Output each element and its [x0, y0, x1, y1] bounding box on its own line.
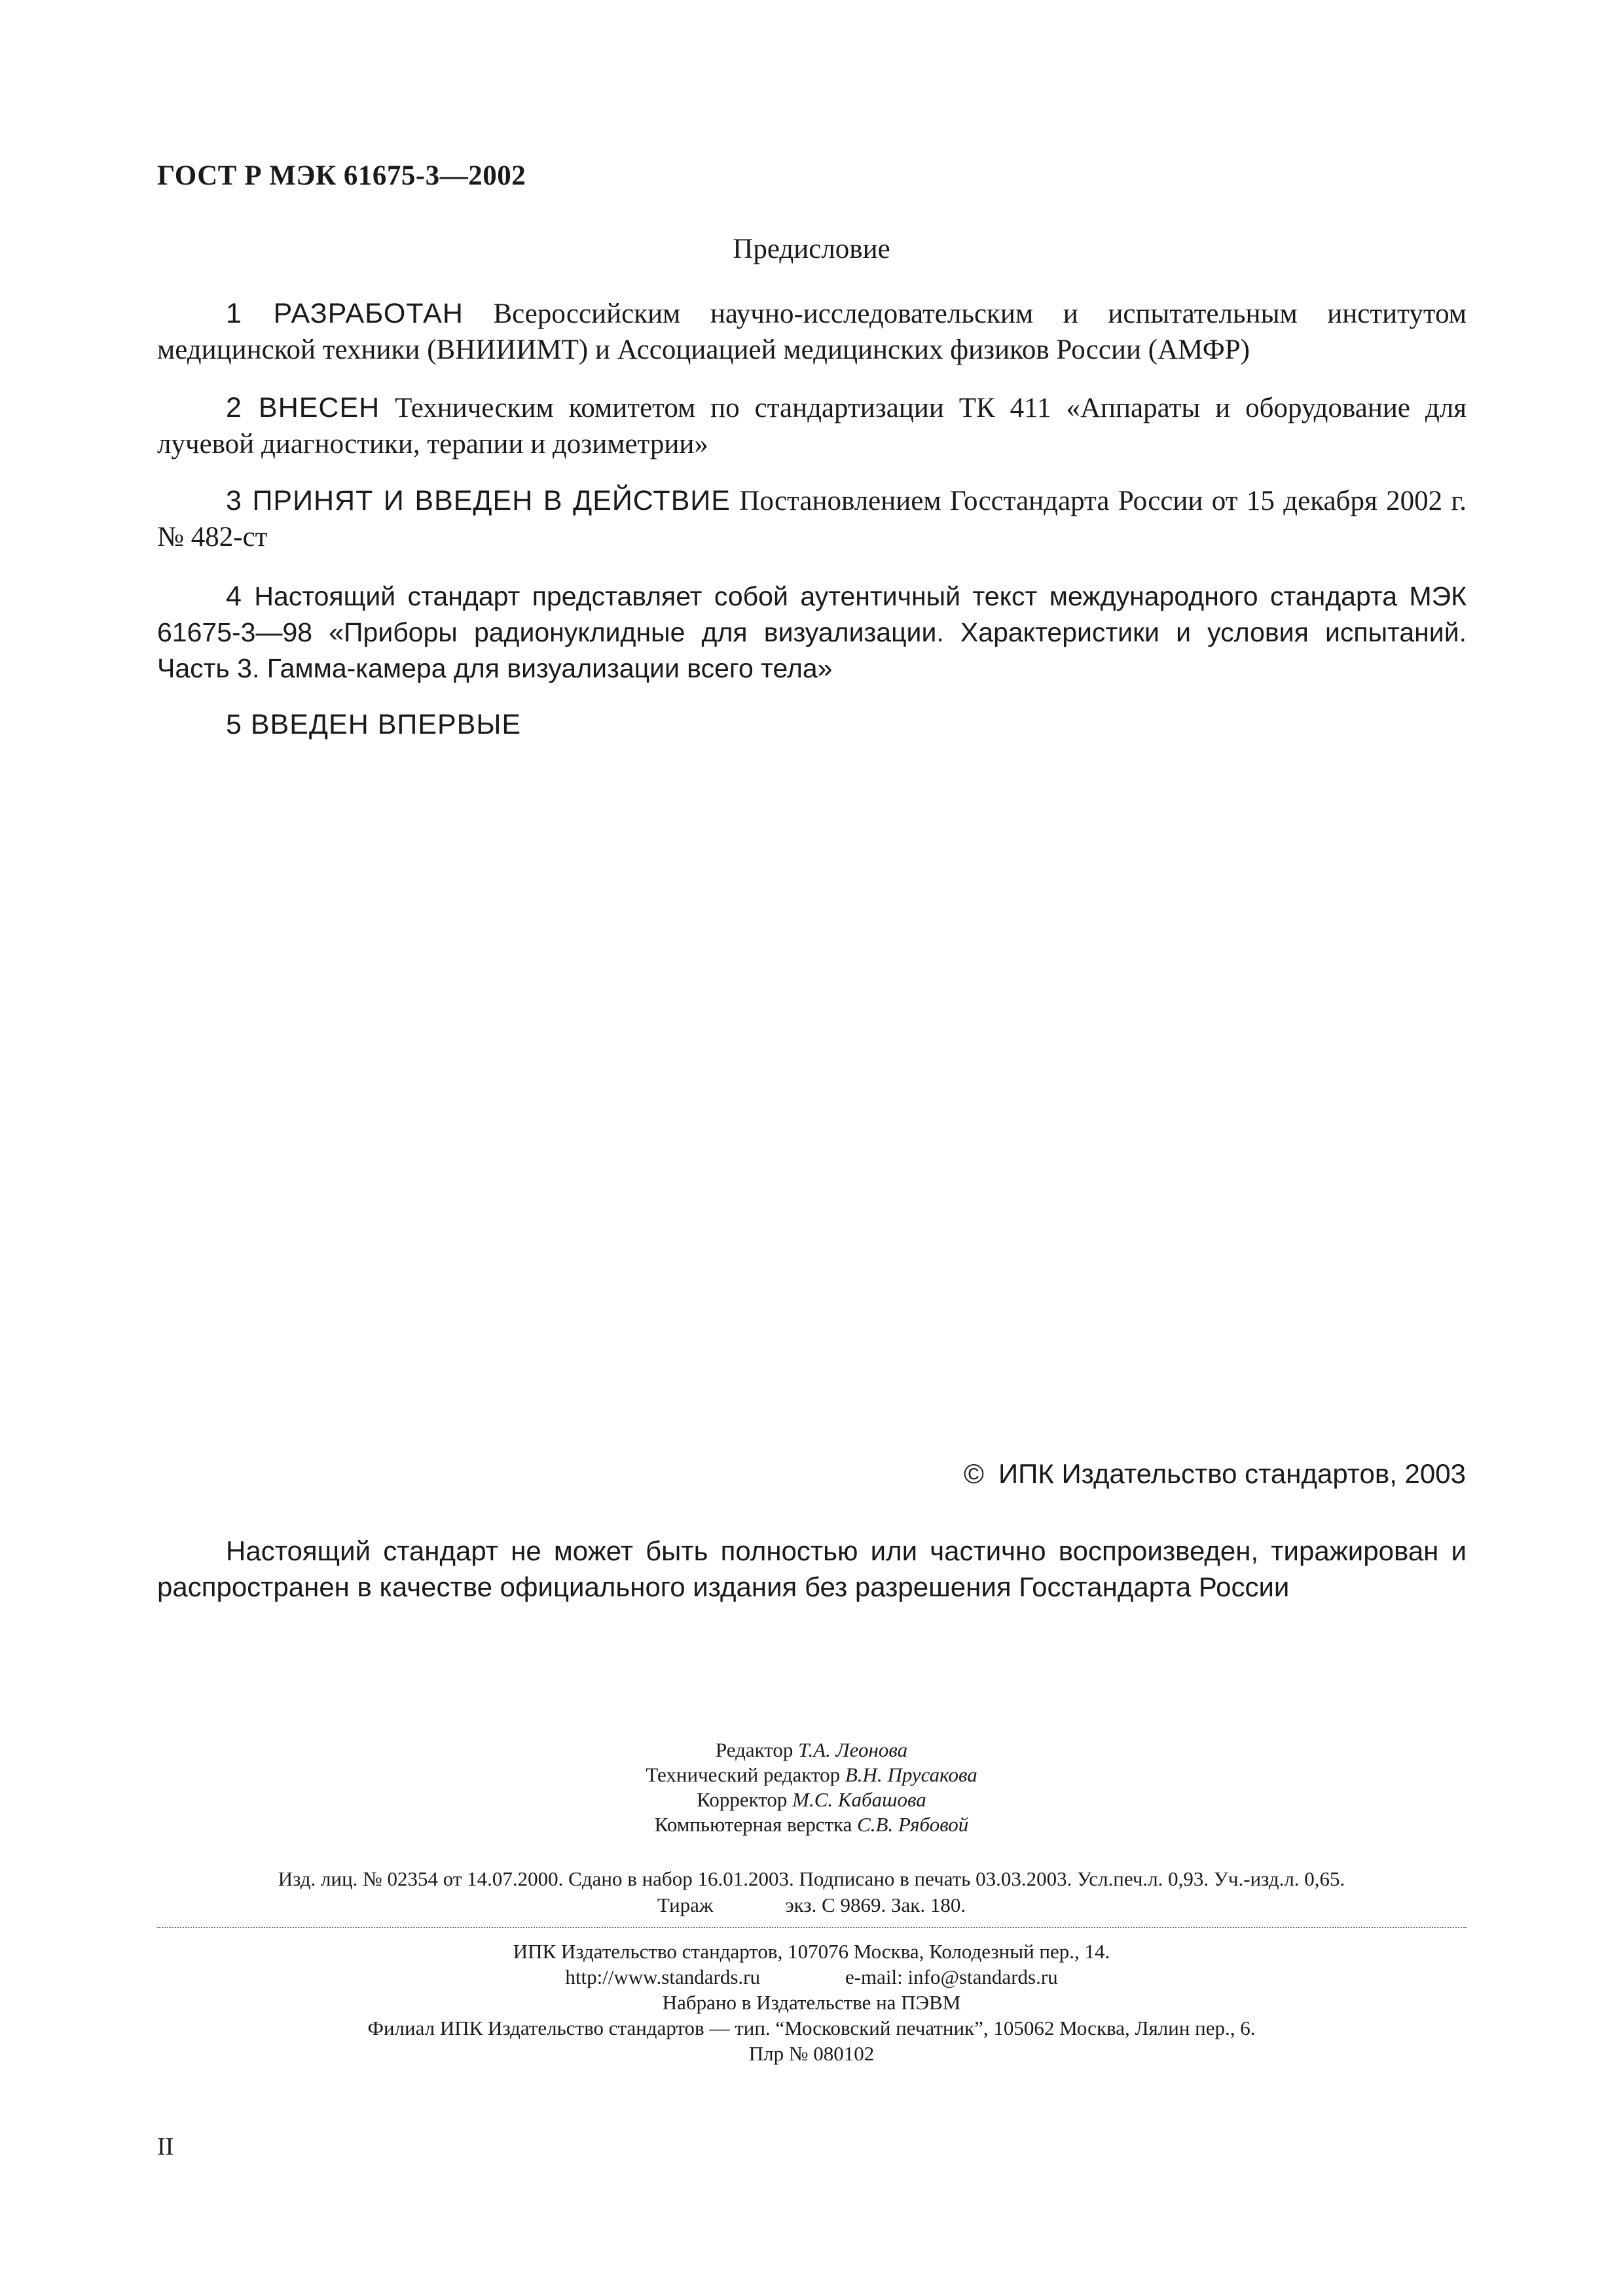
credit-name: Т.А. Леонова — [798, 1738, 908, 1761]
imprint-line-1: Изд. лиц. № 02354 от 14.07.2000. Сдано в набор 16.01.2003. Подписано в печать 03.03.2003. Усл.печ.л. 0,93. Уч.-изд.л. 0,65. — [278, 1867, 1345, 1890]
page-number: II — [157, 2133, 174, 2161]
document-number: ГОСТ Р МЭК 61675-3—2002 — [157, 160, 526, 191]
publisher-email: e-mail: info@standards.ru — [845, 1965, 1058, 1988]
copyright-line — [964, 1458, 1466, 1490]
preface-item-1 — [157, 296, 1467, 368]
publisher-address: ИПК Издательство стандартов, 107076 Москва, Колодезный пер., 14. — [513, 1940, 1110, 1963]
credit-role: Технический редактор — [646, 1763, 841, 1786]
credit-name: В.Н. Прусакова — [845, 1763, 977, 1786]
publisher-plr: Плр № 080102 — [748, 2042, 875, 2065]
credit-tech-editor — [0, 1763, 1623, 1787]
publisher-branch: Филиал ИПК Издательство стандартов — тип. “Московский печатник”, 105062 Москва, Лялин пер., 6. — [367, 2017, 1256, 2039]
preface-item-4-lead: 4 — [226, 581, 242, 612]
credits-block — [0, 1738, 1623, 1837]
preface-item-5 — [157, 707, 1467, 743]
preface-item-1-text: Всероссийским научно-исследовательским и испытательным институтом медицинской техники (ВНИИИМТ) и Ассоциацией медицинских физиков России (АМФР) — [157, 298, 1467, 365]
preface-item-1-lead: 1 РАЗРАБОТАН — [226, 298, 464, 329]
publisher-contacts — [0, 1964, 1623, 1990]
imprint-line-2 — [0, 1893, 1623, 1918]
preface-item-3-lead: 3 ПРИНЯТ И ВВЕДЕН В ДЕЙСТВИЕ — [226, 485, 731, 516]
preface-item-5-lead: 5 ВВЕДЕН ВПЕРВЫЕ — [226, 709, 522, 740]
publisher-block — [0, 1939, 1623, 2066]
dotted-divider — [157, 1927, 1467, 1928]
preface-item-4 — [157, 579, 1467, 687]
copyright-icon: © — [964, 1458, 984, 1489]
preface-item-2-text: Техническим комитетом по стандартизации ТК 411 «Аппараты и оборудование для лучевой диагностики, терапии и дозиметрии» — [157, 393, 1467, 459]
preface-item-3 — [157, 483, 1467, 555]
reproduction-notice: Настоящий стандарт не может быть полностью или частично воспроизведен, тиражирован и распространен в качестве официального издания без разрешения Госстандарта России — [157, 1535, 1467, 1602]
publisher-website: http://www.standards.ru — [565, 1965, 760, 1988]
credit-role: Корректор — [697, 1788, 788, 1811]
credit-proofreader — [0, 1787, 1623, 1812]
credit-role: Компьютерная верстка — [654, 1813, 852, 1836]
preface-title: Предисловие — [733, 234, 890, 264]
preface-item-3-text: Постановлением Госстандарта России от 15 декабря 2002 г. № 482-ст — [157, 486, 1467, 552]
credit-name: С.В. Рябовой — [857, 1813, 969, 1836]
credit-editor — [0, 1738, 1623, 1763]
imprint-order: экз. С 9869. Зак. 180. — [785, 1893, 966, 1916]
preface-item-4-text: Настоящий стандарт представляет собой аутентичный текст международного стандарта МЭК 61675-3—98 «Приборы радионуклидные для визуализации. Характеристики и условия испытаний. Часть 3. Гамма-камера для визуализации всего тела» — [157, 581, 1467, 683]
publisher-typeset: Набрано в Издательстве на ПЭВМ — [662, 1991, 961, 2014]
credit-role: Редактор — [715, 1738, 793, 1761]
credit-name: М.С. Кабашова — [792, 1788, 926, 1811]
preface-item-2-lead: 2 ВНЕСЕН — [226, 392, 380, 423]
credit-layout — [0, 1812, 1623, 1837]
imprint-print-run: Тираж — [657, 1893, 714, 1916]
preface-item-2 — [157, 390, 1467, 462]
copyright-text: ИПК Издательство стандартов, 2003 — [998, 1458, 1466, 1489]
